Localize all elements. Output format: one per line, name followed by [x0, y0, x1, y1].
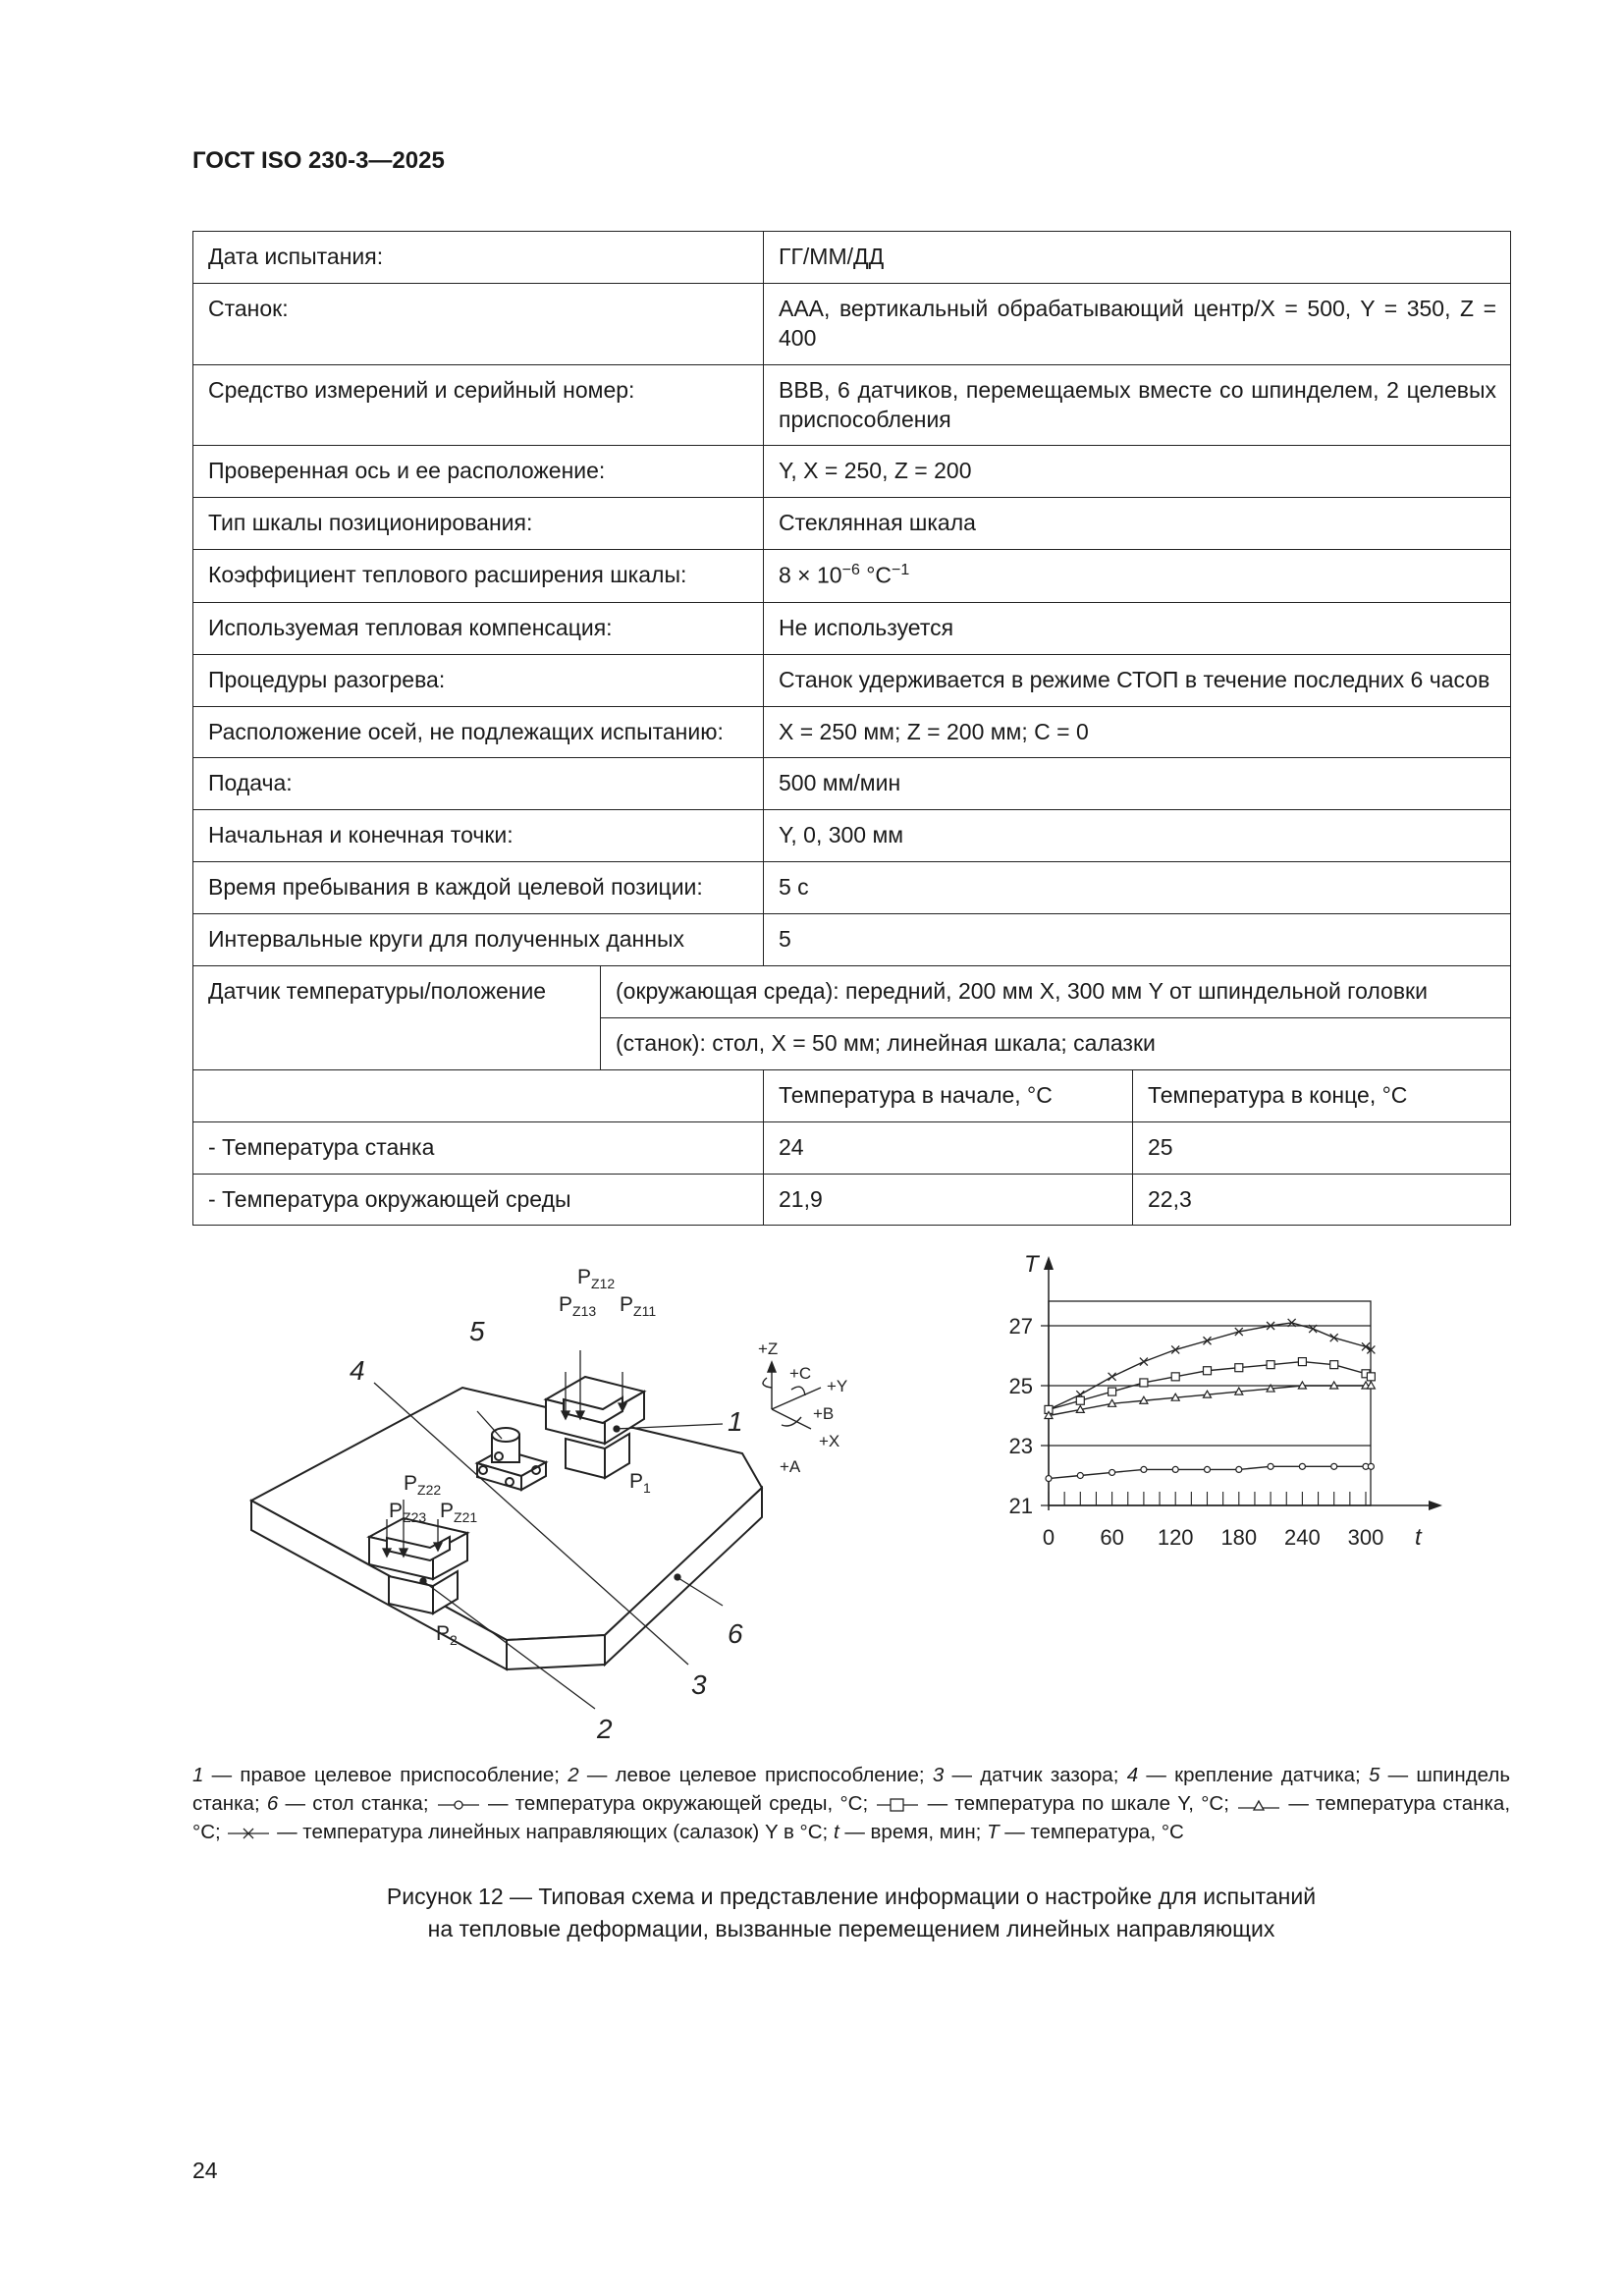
temp-end-header: Температура в конце, °C	[1133, 1069, 1511, 1121]
row-label: Используемая тепловая компенсация:	[193, 602, 764, 654]
data-point	[1109, 1373, 1116, 1381]
data-point	[1171, 1373, 1179, 1381]
label-p1: $P_1$	[629, 1470, 651, 1496]
row-label: Начальная и конечная точки:	[193, 810, 764, 862]
x-tick-label: 120	[1157, 1525, 1194, 1550]
axis-label-c: +C	[789, 1364, 812, 1383]
row-label: Коэффициент теплового расширения шкалы:	[193, 550, 764, 603]
temp-label: - Температура окружающей среды	[193, 1174, 764, 1226]
row-label: Проверенная ось и ее расположение:	[193, 446, 764, 498]
row-value: AAA, вертикальный обрабатывающий центр/X = 500, Y = 350, Z = 400	[764, 283, 1511, 364]
row-value: ГГ/ММ/ДД	[764, 232, 1511, 284]
temp-end: 25	[1133, 1121, 1511, 1174]
sensor-value: (станок): стол, X = 50 мм; линейная шкала; салазки	[601, 1017, 1511, 1069]
x-tick-label: 300	[1347, 1525, 1384, 1550]
data-point	[1171, 1345, 1179, 1353]
label-pz22: $P_{Z22}$	[404, 1472, 442, 1498]
figure-legend: 1 — правое целевое приспособление; 2 — левое целевое приспособление; 3 — датчик зазора; 4 — крепление датчика; 5 — шпиндель станка; 6 — стол станка; — температура окружающей среды, °C; — температура по шкале Y, °C; — температура станка, °C; — температура линейных направляющих (салазок) Y в °C; t — время, мин; T — температура, °C	[192, 1764, 1511, 1844]
row-value: Станок удерживается в режиме СТОП в течение последних 6 часов	[764, 654, 1511, 706]
callout-2: 2	[597, 1714, 613, 1744]
coefficient-part: °C	[859, 562, 893, 588]
figure-12	[192, 1242, 1510, 1753]
data-point	[1298, 1358, 1306, 1366]
row-label: Интервальные круги для полученных данных	[193, 914, 764, 966]
page-number: 24	[192, 2158, 218, 2183]
temp-start: 24	[764, 1121, 1133, 1174]
label-pz21: $P_{Z21}$	[440, 1500, 478, 1525]
row-label: Средство измерений и серийный номер:	[193, 364, 764, 446]
row-label: Процедуры разогрева:	[193, 654, 764, 706]
coefficient-part: 8 × 10	[779, 562, 842, 588]
table-row	[193, 232, 1511, 284]
row-value: Y, 0, 300 мм	[764, 810, 1511, 862]
data-point	[1172, 1466, 1178, 1472]
series-line	[1049, 1386, 1371, 1416]
data-point	[1267, 1361, 1274, 1369]
table-row	[193, 706, 1511, 758]
temp-label: - Температура станка	[193, 1121, 764, 1174]
temp-start: 21,9	[764, 1174, 1133, 1226]
test-info-table	[192, 231, 1511, 1226]
y-tick-label: 27	[1008, 1314, 1033, 1339]
table-row	[193, 498, 1511, 550]
temp-header-row	[193, 1069, 1511, 1121]
row-label: Станок:	[193, 283, 764, 364]
callout-6: 6	[728, 1618, 743, 1649]
label-p2: $P_2$	[436, 1622, 458, 1648]
x-tick-label: 180	[1220, 1525, 1258, 1550]
y-tick-label: 21	[1008, 1494, 1033, 1518]
legend-x-marker-icon	[226, 1827, 271, 1840]
temp-end: 22,3	[1133, 1174, 1511, 1226]
row-label: Дата испытания:	[193, 232, 764, 284]
x-tick-label: 60	[1100, 1525, 1124, 1550]
y-axis-arrow	[1044, 1256, 1054, 1270]
temp-row	[193, 1121, 1511, 1174]
data-point	[1330, 1334, 1338, 1341]
label-pz11: $P_{Z11}$	[620, 1293, 657, 1319]
label-pz13: $P_{Z13}$	[559, 1293, 597, 1319]
callout-3: 3	[691, 1669, 707, 1700]
document-header: ГОСТ ISO 230-3—2025	[192, 147, 445, 174]
data-point	[1204, 1367, 1212, 1375]
row-value: BBB, 6 датчиков, перемещаемых вместе со шпинделем, 2 целевых приспособления	[764, 364, 1511, 446]
empty-cell	[193, 1069, 764, 1121]
table-row	[193, 862, 1511, 914]
data-point	[1077, 1473, 1083, 1479]
data-point	[1140, 1379, 1148, 1387]
machine-setup-diagram	[192, 1242, 939, 1753]
row-value: 5 с	[764, 862, 1511, 914]
data-point	[1299, 1463, 1305, 1469]
axis-label-y: +Y	[827, 1377, 848, 1395]
row-value	[764, 550, 1511, 603]
data-point	[1368, 1463, 1374, 1469]
data-point	[1367, 1373, 1375, 1381]
caption-line-1: Рисунок 12 — Типовая схема и представление информации о настройке для испытаний	[386, 1884, 1317, 1909]
row-label: Время пребывания в каждой целевой позиции:	[193, 862, 764, 914]
legend-triangle-marker-icon	[1236, 1798, 1281, 1812]
x-tick-label: 0	[1042, 1525, 1055, 1550]
data-point	[1204, 1337, 1212, 1344]
axis-label-b: +B	[813, 1404, 835, 1423]
row-label: Подача:	[193, 758, 764, 810]
data-point	[1236, 1466, 1242, 1472]
axis-label-x: +X	[819, 1432, 840, 1450]
y-tick-label: 25	[1008, 1374, 1033, 1398]
data-point	[1046, 1476, 1052, 1482]
data-point	[1109, 1388, 1116, 1395]
x-tick-label: 240	[1284, 1525, 1321, 1550]
data-point	[1235, 1364, 1243, 1372]
sensor-value: (окружающая среда): передний, 200 мм X, 300 мм Y от шпиндельной головки	[601, 966, 1511, 1018]
data-point	[1330, 1361, 1338, 1369]
table-row	[193, 364, 1511, 446]
axis-label-z: +Z	[758, 1339, 779, 1358]
data-point	[1109, 1469, 1115, 1475]
axis-label-a: +A	[780, 1457, 801, 1476]
table-row	[193, 283, 1511, 364]
table-row	[193, 758, 1511, 810]
row-value: Не используется	[764, 602, 1511, 654]
temperature-chart	[978, 1242, 1488, 1557]
row-value: Стеклянная шкала	[764, 498, 1511, 550]
callout-4: 4	[350, 1355, 365, 1386]
temp-start-header: Температура в начале, °C	[764, 1069, 1133, 1121]
row-value: X = 250 мм; Z = 200 мм; C = 0	[764, 706, 1511, 758]
label-pz12: $P_{Z12}$	[577, 1266, 616, 1291]
y-tick-label: 23	[1008, 1434, 1033, 1458]
data-point	[1205, 1466, 1211, 1472]
row-value: Y, X = 250, Z = 200	[764, 446, 1511, 498]
label-pz23: $P_{Z23}$	[389, 1500, 427, 1525]
coefficient-part: −6	[841, 562, 860, 579]
table-row	[193, 602, 1511, 654]
legend-square-marker-icon	[875, 1797, 920, 1813]
caption-line-2: на тепловые деформации, вызванные перемещением линейных направляющих	[427, 1915, 1275, 1941]
table-row	[193, 810, 1511, 862]
series-circle	[1046, 1463, 1374, 1481]
data-point	[1141, 1466, 1147, 1472]
table-row	[193, 550, 1511, 603]
data-point	[1140, 1358, 1148, 1366]
row-label: Расположение осей, не подлежащих испытанию:	[193, 706, 764, 758]
coefficient-part: −1	[892, 562, 910, 579]
row-value: 500 мм/мин	[764, 758, 1511, 810]
figure-caption	[192, 1881, 1510, 1944]
plot-frame	[1049, 1301, 1371, 1505]
x-axis-label: t	[1415, 1524, 1422, 1551]
table-row	[193, 654, 1511, 706]
data-point	[1331, 1463, 1337, 1469]
temp-row	[193, 1174, 1511, 1226]
table-row	[193, 446, 1511, 498]
legend-circle-marker-icon	[436, 1798, 481, 1812]
data-point	[1076, 1396, 1084, 1404]
data-point	[1268, 1463, 1273, 1469]
row-value: 5	[764, 914, 1511, 966]
callout-1: 1	[728, 1406, 743, 1437]
sensor-label: Датчик температуры/положение	[193, 966, 601, 1070]
x-axis-arrow	[1429, 1501, 1442, 1510]
y-axis-label: T	[1024, 1251, 1039, 1278]
callout-5: 5	[469, 1316, 485, 1346]
sensor-row	[193, 966, 1511, 1018]
table-row	[193, 914, 1511, 966]
row-label: Тип шкалы позиционирования:	[193, 498, 764, 550]
